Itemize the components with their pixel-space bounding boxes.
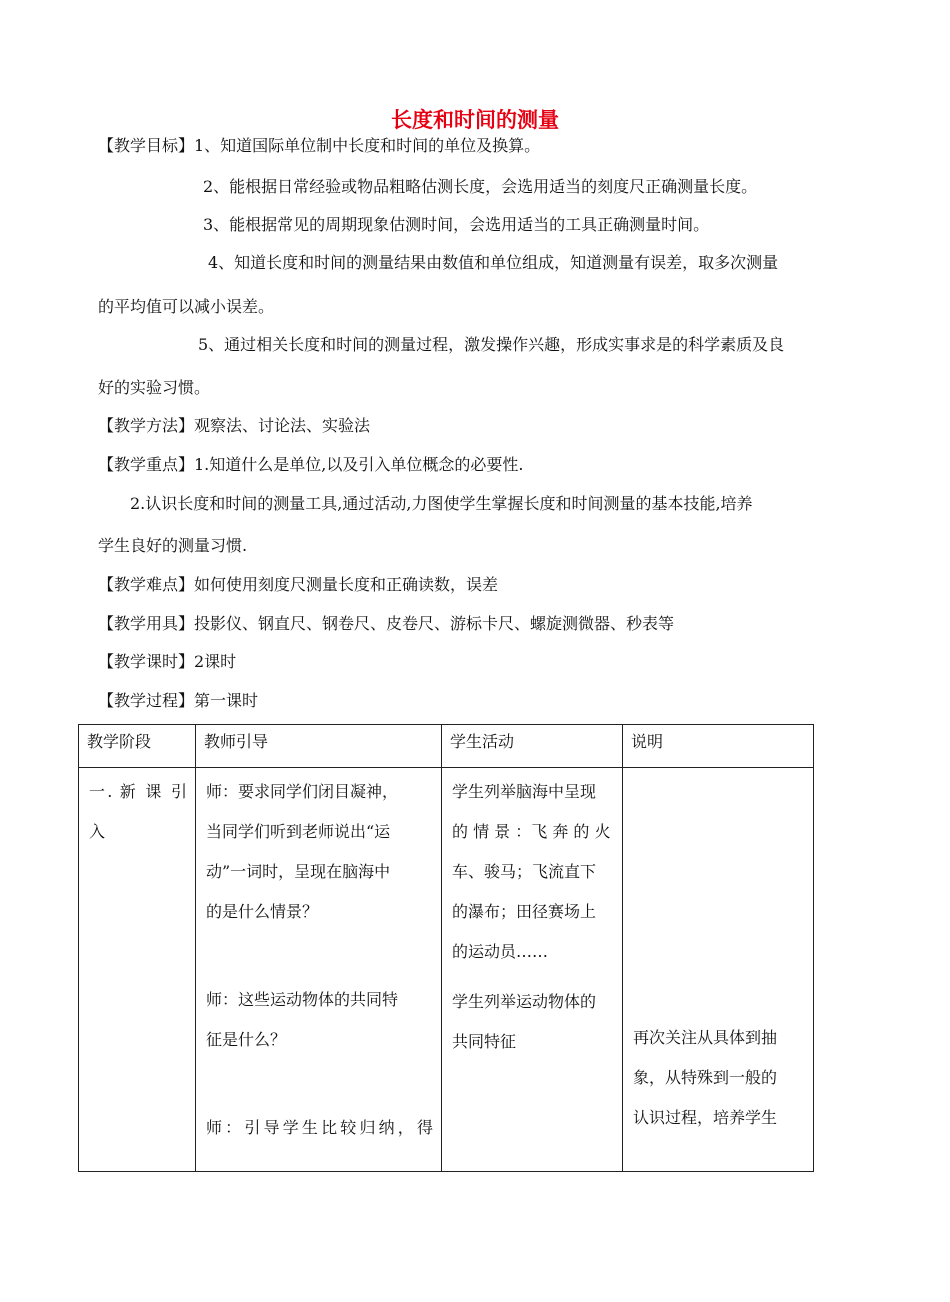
- header-student: 学生活动: [450, 732, 515, 751]
- objective-5-line-2: 好的实验习惯。: [98, 378, 211, 397]
- header-note: 说明: [631, 732, 664, 751]
- key-point-2-line-2: 学生良好的测量习惯.: [98, 536, 248, 555]
- header-teacher: 教师引导: [204, 732, 269, 751]
- student-text: 的瀑布；田径赛场上: [452, 902, 597, 921]
- teacher-text: 当同学们听到老师说出“运: [206, 822, 391, 841]
- teaching-process: 【教学过程】第一课时: [98, 691, 259, 710]
- note-text: 再次关注从具体到抽: [633, 1028, 778, 1047]
- student-text: 学生列举运动物体的: [452, 992, 597, 1011]
- stage-text: 一. 新 课 引: [89, 782, 187, 801]
- teacher-text: 师：这些运动物体的共同特: [206, 990, 399, 1009]
- stage-text: 入: [89, 822, 106, 841]
- header-cell: [623, 725, 814, 768]
- key-point-2-line-1: 2.认识长度和时间的测量工具,通过活动,力图使学生掌握长度和时间测量的基本技能,培养: [130, 494, 753, 513]
- teaching-hours: 【教学课时】2课时: [98, 652, 237, 671]
- student-text: 共同特征: [452, 1032, 517, 1051]
- teaching-tools: 【教学用具】投影仪、钢直尺、钢卷尺、皮卷尺、游标卡尺、螺旋测微器、秒表等: [98, 614, 675, 633]
- header-cell: [79, 725, 196, 768]
- note-text: 象，从特殊到一般的: [633, 1068, 778, 1087]
- teacher-text: 的是什么情景？: [206, 902, 319, 921]
- teacher-cell: [196, 768, 442, 1172]
- student-text: 车、骏马；飞流直下: [452, 862, 597, 881]
- header-cell: [196, 725, 442, 768]
- objective-4-line-2: 的平均值可以减小误差。: [98, 297, 275, 316]
- note-cell: [623, 768, 814, 1172]
- student-cell: [442, 768, 623, 1172]
- header-cell: [442, 725, 623, 768]
- teacher-text: 师：引导学生比较归纳，得: [206, 1118, 433, 1137]
- objective-1: 【教学目标】1、知道国际单位制中长度和时间的单位及换算。: [98, 136, 541, 155]
- table-row: [79, 768, 814, 1172]
- objective-5-line-1: 5、通过相关长度和时间的测量过程，激发操作兴趣，形成实事求是的科学素质及良: [198, 335, 785, 354]
- stage-cell: [79, 768, 196, 1172]
- teacher-text: 动”一词时，呈现在脑海中: [206, 862, 391, 881]
- student-text: 的 情 景 ：飞 奔 的 火: [452, 822, 611, 841]
- table-header-row: [79, 725, 814, 768]
- key-point-1: 【教学重点】1.知道什么是单位,以及引入单位概念的必要性.: [98, 455, 524, 474]
- lesson-table: [78, 724, 814, 1172]
- note-text: 认识过程，培养学生: [633, 1108, 778, 1127]
- document-title: 长度和时间的测量: [391, 108, 559, 132]
- student-text: 学生列举脑海中呈现: [452, 782, 597, 801]
- teacher-text: 师：要求同学们闭目凝神，: [206, 782, 399, 801]
- student-text: 的运动员……: [452, 942, 549, 961]
- teacher-text: 征是什么？: [206, 1030, 287, 1049]
- header-stage: 教学阶段: [87, 732, 152, 751]
- objective-3: 3、能根据常见的周期现象估测时间，会选用适当的工具正确测量时间。: [203, 215, 710, 234]
- teaching-difficulty: 【教学难点】如何使用刻度尺测量长度和正确读数，误差: [98, 575, 499, 594]
- objective-2: 2、能根据日常经验或物品粗略估测长度，会选用适当的刻度尺正确测量长度。: [203, 177, 758, 196]
- teaching-method: 【教学方法】观察法、讨论法、实验法: [98, 416, 371, 435]
- objective-4-line-1: 4、知道长度和时间的测量结果由数值和单位组成，知道测量有误差，取多次测量: [208, 253, 779, 272]
